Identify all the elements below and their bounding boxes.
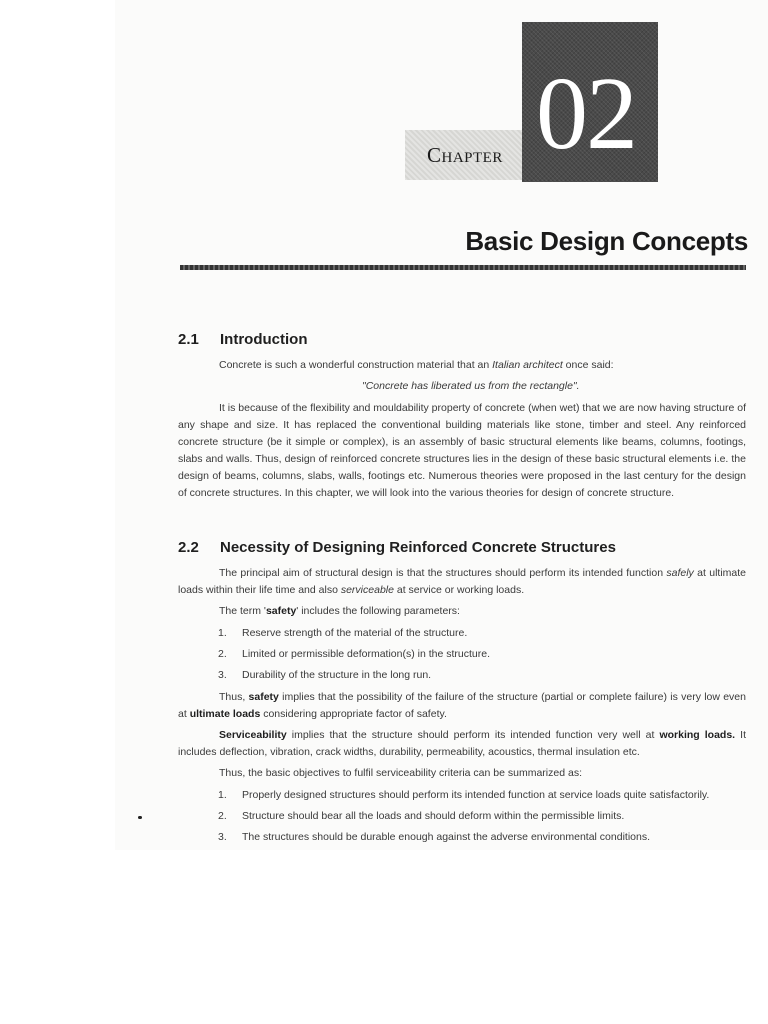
para-text: at service or working loads. bbox=[393, 584, 525, 596]
para-text: It includes deflection, vibration, crack widths, durability, permeability, acoustics, thermal insulation etc. bbox=[178, 729, 746, 758]
serviceability-paragraph bbox=[178, 727, 746, 761]
page-title: Basic Design Concepts bbox=[465, 226, 748, 256]
para-term: safety bbox=[248, 691, 279, 703]
list-item bbox=[218, 667, 431, 684]
para-term: safety bbox=[265, 605, 297, 617]
intro-paragraph: It is because of the flexibility and mouldability property of concrete (when wet) that we are now having structure of any shape and size. It has replaced the conventional building materials like stone, timber and steel. Any reinforced concrete structure (be it simple or complex), is an assembly of basic structural elements like beams, columns, footings, slabs and walls. Thus, design of reinforced concrete structures lies in the design of these basic structural elements i.e. the design of beams, columns, slabs, walls, footings etc. Numerous theories were proposed in the last century for the design of concrete structures. In this chapter, we will look into the various theories for design of concrete structure. bbox=[178, 402, 746, 499]
intro-text: Concrete is such a wonderful construction material that an bbox=[219, 359, 493, 371]
para-emphasis: serviceable bbox=[340, 584, 394, 596]
section-number: 2.2 bbox=[178, 539, 199, 556]
para-text: Thus, bbox=[219, 691, 249, 703]
para-text: ' includes the following parameters: bbox=[296, 605, 460, 617]
chapter-label: Chapter bbox=[427, 143, 503, 167]
para-term: Serviceability bbox=[219, 729, 287, 741]
list-number: 2. bbox=[218, 810, 227, 822]
safety-intro bbox=[219, 603, 460, 620]
chapter-number: 02 bbox=[536, 56, 636, 171]
section-heading-introduction bbox=[178, 331, 307, 348]
list-text: Properly designed structures should perform its intended function at service loads quite satisfactorily. bbox=[242, 789, 710, 801]
list-item bbox=[218, 625, 467, 642]
safety-paragraph bbox=[178, 689, 746, 723]
intro-sentence bbox=[219, 357, 614, 374]
list-number: 2. bbox=[218, 648, 227, 660]
list-item bbox=[218, 829, 650, 846]
list-text: Durability of the structure in the long run. bbox=[242, 669, 432, 681]
list-text: The structures should be durable enough against the adverse environmental conditions. bbox=[242, 831, 651, 843]
title-divider bbox=[180, 265, 746, 270]
intro-text-end: once said: bbox=[562, 359, 614, 371]
scan-speck bbox=[138, 816, 142, 819]
para-text: implies that the structure should perform its intended function very well at bbox=[286, 729, 660, 741]
list-item bbox=[218, 646, 490, 663]
section-number: 2.1 bbox=[178, 331, 199, 348]
list-item bbox=[218, 808, 624, 825]
list-number: 1. bbox=[218, 789, 227, 801]
list-number: 1. bbox=[218, 627, 227, 639]
objectives-intro: Thus, the basic objectives to fulfil serviceability criteria can be summarized as: bbox=[219, 767, 582, 779]
list-text: Structure should bear all the loads and should deform within the permissible limits. bbox=[242, 810, 625, 822]
section-title: Introduction bbox=[220, 331, 308, 348]
list-item bbox=[218, 787, 709, 804]
list-text: Limited or permissible deformation(s) in the structure. bbox=[242, 648, 491, 660]
section-heading-necessity bbox=[178, 539, 616, 556]
necessity-paragraph bbox=[178, 565, 746, 599]
para-term: ultimate loads bbox=[189, 708, 261, 720]
quote: "Concrete has liberated us from the rectangle". bbox=[362, 380, 580, 392]
list-text: Reserve strength of the material of the structure. bbox=[242, 627, 468, 639]
para-emphasis: safely bbox=[666, 567, 694, 579]
para-text: considering appropriate factor of safety. bbox=[260, 708, 447, 720]
section-title: Necessity of Designing Reinforced Concrete Structures bbox=[220, 539, 616, 556]
list-number: 3. bbox=[218, 669, 227, 681]
para-text: The term ' bbox=[219, 605, 266, 617]
intro-emphasis: Italian architect bbox=[492, 359, 563, 371]
para-text: implies that the possibility of the failure of the structure (partial or complete failure) is very low even at bbox=[178, 691, 746, 720]
para-text: at ultimate loads within their life time and also bbox=[178, 567, 746, 596]
para-term: working loads. bbox=[659, 729, 736, 741]
list-number: 3. bbox=[218, 831, 227, 843]
para-text: The principal aim of structural design is that the structures should perform its intended function bbox=[219, 567, 667, 579]
